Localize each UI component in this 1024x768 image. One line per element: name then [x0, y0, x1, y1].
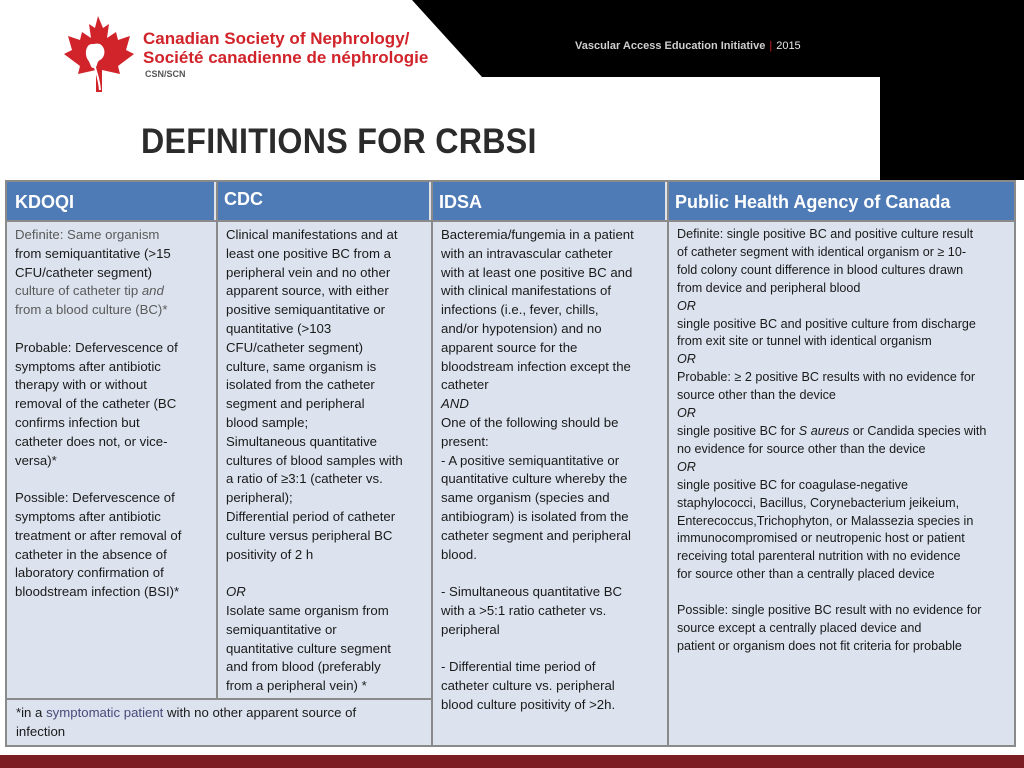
idsa-line: with an intravascular catheter	[441, 245, 613, 261]
org-abbreviation: CSN/SCN	[145, 69, 186, 79]
idsa-line: - Differential time period of	[441, 659, 596, 675]
phac-line: single positive BC and positive culture from discharge	[677, 316, 976, 331]
kdoqi-line	[15, 282, 208, 301]
cdc-line: positivity of 2 h	[226, 546, 314, 562]
idsa-line: One of the following should be	[441, 414, 619, 430]
idsa-line: with clinical manifestations of	[441, 283, 612, 299]
phac-line: from device and peripheral blood	[677, 280, 861, 295]
cdc-line: semiquantitative or	[226, 621, 337, 637]
idsa-line: catheter culture vs. peripheral	[441, 678, 615, 694]
footer-bar	[0, 755, 1024, 768]
phac-line: from exit site or tunnel with identical organism	[677, 334, 932, 349]
kdoqi-text: culture of catheter tip	[15, 283, 142, 299]
kdoqi-line: therapy with or without	[15, 377, 147, 393]
cdc-line: cultures of blood samples with	[226, 452, 403, 468]
cell-cdc	[218, 222, 431, 698]
footnote-text: infection	[16, 723, 66, 739]
phac-line: single positive BC for coagulase-negative	[677, 477, 909, 492]
column-divider	[667, 182, 669, 745]
phac-or: OR	[677, 298, 696, 313]
kdoqi-line: Probable: Defervescence of	[15, 339, 178, 355]
kdoqi-line: treatment or after removal of	[15, 527, 182, 543]
footnote	[7, 698, 431, 745]
program-year: 2015	[776, 40, 801, 52]
phac-line: source other than the device	[677, 388, 836, 403]
phac-line: Probable: ≥ 2 positive BC results with no evidence for	[677, 370, 976, 385]
header-phac: Public Health Agency of Canada	[667, 182, 1014, 220]
phac-line: Enterecoccus,Trichophyton, or Malassezia species in	[677, 513, 974, 528]
kdoqi-line	[15, 245, 208, 264]
definitions-table	[5, 180, 1016, 747]
header-row-divider	[7, 220, 1014, 222]
org-name-french: Société canadienne de néphrologie	[143, 48, 429, 67]
phac-line: source except a centrally placed device and	[677, 620, 922, 635]
cdc-line: segment and peripheral	[226, 396, 365, 412]
idsa-line: antibiogram) is isolated from the	[441, 508, 629, 524]
idsa-line: with a >5:1 ratio catheter vs.	[441, 602, 607, 618]
kdoqi-line: Possible: Defervescence of	[15, 490, 175, 506]
phac-or: OR	[677, 459, 696, 474]
kdoqi-line: from a blood culture (BC)*	[15, 302, 168, 318]
idsa-line: bloodstream infection except the	[441, 358, 631, 374]
footnote-text: *in a	[16, 705, 47, 720]
header-program-label	[575, 40, 801, 52]
phac-line: Possible: single positive BC result with no evidence for	[677, 603, 982, 618]
column-divider	[216, 182, 218, 698]
cdc-line: positive semiquantitative or	[226, 302, 386, 318]
cdc-line: Clinical manifestations and at	[226, 227, 398, 242]
kdoqi-text: from semiquantitative (>15	[15, 245, 171, 261]
cdc-line: culture versus peripheral BC	[226, 527, 393, 543]
idsa-line: blood.	[441, 546, 477, 562]
kdoqi-line: symptoms after antibiotic	[15, 508, 161, 524]
phac-line: patient or organism does not fit criteria for probable	[677, 638, 962, 653]
cell-idsa	[433, 222, 667, 745]
kdoqi-line: laboratory confirmation of	[15, 565, 164, 581]
header-cdc: CDC	[216, 182, 431, 220]
idsa-and: AND	[441, 396, 469, 412]
cell-kdoqi	[7, 222, 216, 698]
kdoqi-line: CFU/catheter segment)	[15, 264, 153, 280]
idsa-line: apparent source for the	[441, 339, 578, 355]
footnote-highlight: symptomatic patient	[46, 705, 164, 720]
idsa-line: - Simultaneous quantitative BC	[441, 584, 623, 600]
idsa-line: quantitative culture whereby the	[441, 471, 628, 487]
idsa-line: present:	[441, 433, 489, 449]
cdc-line: least one positive BC from a	[226, 245, 391, 261]
header-idsa: IDSA	[431, 182, 667, 220]
cdc-line: and from blood (preferably	[226, 659, 381, 675]
phac-italic: S aureus	[798, 423, 850, 438]
cdc-line: quantitative culture segment	[226, 640, 391, 656]
idsa-line: blood culture positivity of >2h.	[441, 696, 616, 712]
header-kdoqi: KDOQI	[7, 182, 216, 220]
kdoqi-line: Definite: Same organism	[15, 227, 160, 242]
cdc-line: from a peripheral vein) *	[226, 678, 367, 694]
phac-line	[677, 423, 1006, 441]
idsa-line: catheter	[441, 377, 489, 393]
phac-line: Definite: single positive BC and positive culture result	[677, 227, 974, 241]
kdoqi-line: confirms infection but	[15, 414, 140, 430]
footnote-text: with no other apparent source of	[163, 705, 357, 720]
cdc-line: quantitative (>103	[226, 320, 332, 336]
cdc-line: blood sample;	[226, 414, 309, 430]
cdc-line: CFU/catheter segment)	[226, 339, 364, 355]
idsa-line: Bacteremia/fungemia in a patient	[441, 227, 634, 242]
kdoqi-line: bloodstream infection (BSI)*	[15, 584, 180, 600]
phac-line: receiving total parenteral nutrition with no evidence	[677, 549, 961, 564]
org-name-english: Canadian Society of Nephrology/	[143, 29, 410, 48]
cdc-line: a ratio of ≥3:1 (catheter vs.	[226, 471, 383, 487]
kdoqi-line: symptoms after antibiotic	[15, 358, 161, 374]
kdoqi-italic: and	[141, 283, 164, 299]
cdc-line: Differential period of catheter	[226, 508, 396, 524]
column-divider	[431, 182, 433, 745]
phac-line: of catheter segment with identical organism or ≥ 10-	[677, 244, 967, 259]
idsa-line: catheter segment and peripheral	[441, 527, 631, 543]
kdoqi-line: catheter in the absence of	[15, 546, 167, 562]
kdoqi-line: versa)*	[15, 452, 57, 468]
phac-or: OR	[677, 406, 696, 421]
phac-line: for source other than a centrally placed device	[677, 567, 935, 582]
idsa-line: with at least one positive BC and	[441, 264, 633, 280]
cdc-line: Simultaneous quantitative	[226, 433, 378, 449]
idsa-line: and/or hypotension) and no	[441, 320, 602, 336]
page-title: DEFINITIONS FOR CRBSI	[141, 122, 537, 161]
cdc-line: peripheral vein and no other	[226, 264, 391, 280]
cdc-line: Isolate same organism from	[226, 602, 389, 618]
idsa-line: same organism (species and	[441, 490, 610, 506]
phac-line: no evidence for source other than the device	[677, 441, 926, 456]
phac-line: fold colony count difference in blood cultures drawn	[677, 262, 964, 277]
idsa-line: peripheral	[441, 621, 500, 637]
kdoqi-line: catheter does not, or vice-	[15, 433, 168, 449]
cdc-line: culture, same organism is	[226, 358, 377, 374]
cdc-line: apparent source, with either	[226, 283, 389, 299]
phac-line: immunocompromised or neutropenic host or patient	[677, 531, 965, 546]
phac-line: staphylococci, Bacillus, Corynebacterium jeikeium,	[677, 495, 960, 510]
cell-phac	[669, 222, 1014, 745]
idsa-line: infections (i.e., fever, chills,	[441, 302, 599, 318]
cdc-line: peripheral);	[226, 490, 293, 506]
cdc-or: OR	[226, 584, 246, 600]
idsa-line: - A positive semiquantitative or	[441, 452, 620, 468]
phac-text: single positive BC for	[677, 423, 799, 438]
program-name: Vascular Access Education Initiative	[575, 40, 766, 52]
cdc-line: isolated from the catheter	[226, 377, 375, 393]
header-separator: |	[769, 40, 773, 52]
phac-or: OR	[677, 352, 696, 367]
kdoqi-line: removal of the catheter (BC	[15, 396, 177, 412]
phac-text: or Candida species with	[849, 423, 987, 438]
